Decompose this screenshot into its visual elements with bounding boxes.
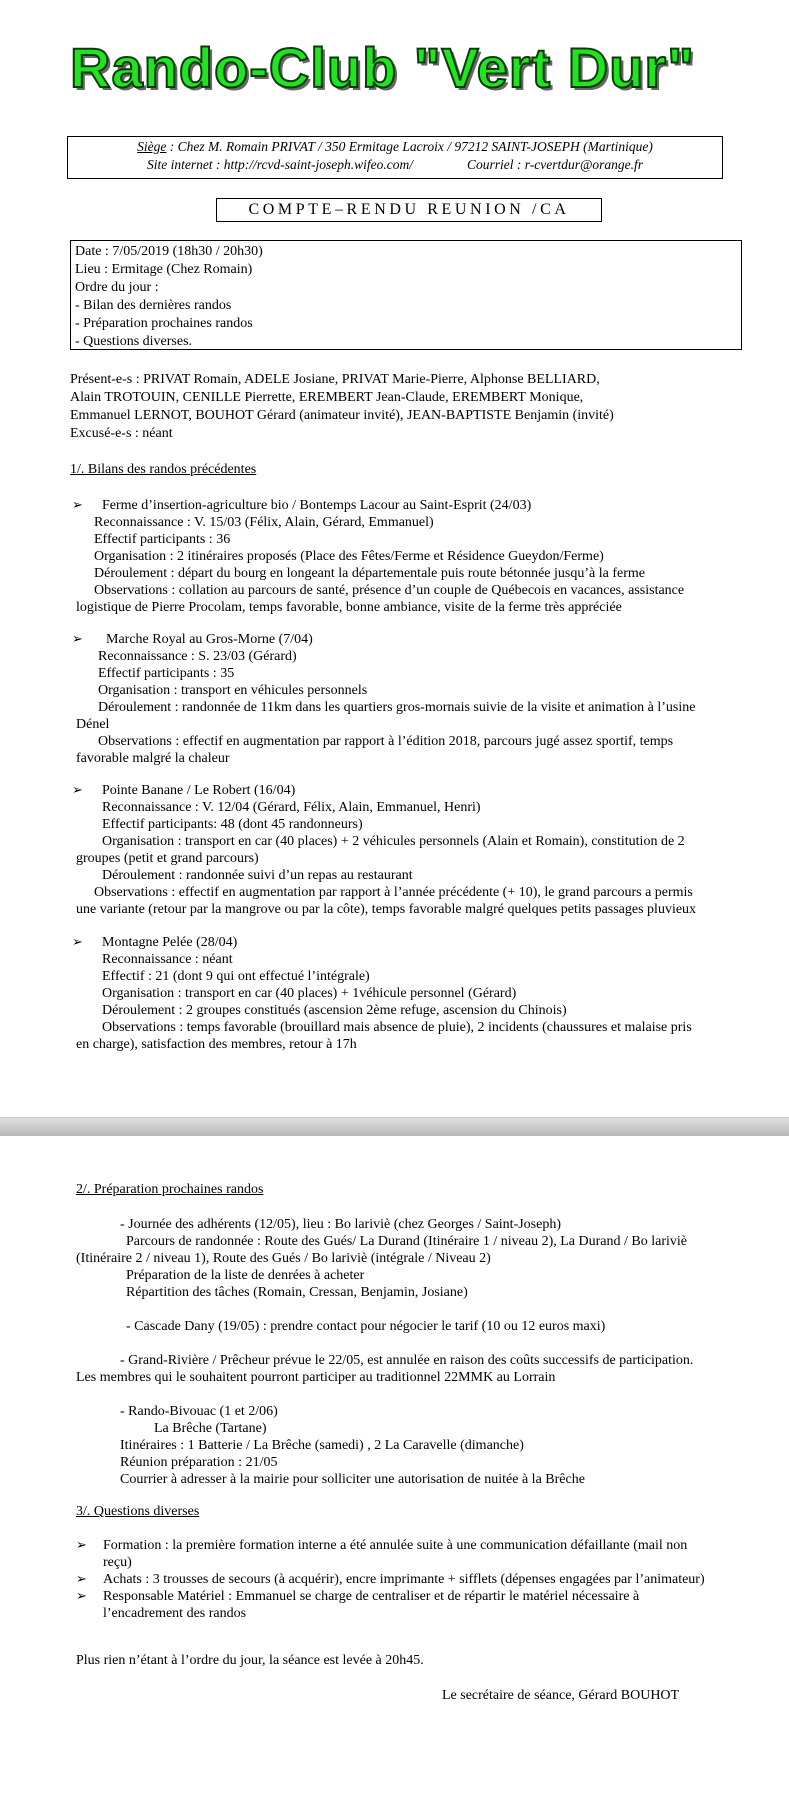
meeting-ordre: Ordre du jour :: [75, 280, 159, 295]
address-box: [67, 136, 723, 179]
presents-line: Alain TROTOUIN, CENILLE Pierrette, EREMBERT Jean-Claude, EREMBERT Monique,: [70, 390, 584, 405]
meeting-info-box: [70, 240, 742, 350]
question-line: reçu): [103, 1555, 132, 1570]
rando-detail: Déroulement : randonnée suivi d’un repas au restaurant: [102, 868, 413, 883]
rando-title: Ferme d’insertion-agriculture bio / Bontemps Lacour au Saint-Esprit (24/03): [102, 498, 532, 513]
report-title: COMPTE–RENDU REUNION /CA: [216, 198, 602, 222]
rando-detail: Observations : effectif en augmentation par rapport à l’année précédente (+ 10), le grand parcours a permis: [94, 885, 693, 900]
bullet-icon: ➢: [76, 1571, 87, 1586]
meeting-lieu: Lieu : Ermitage (Chez Romain): [75, 262, 253, 277]
rando-detail: favorable malgré la chaleur: [76, 751, 230, 766]
question-line: Formation : la première formation interne a été annulée suite à une communication défaillante (mail non: [103, 1538, 688, 1553]
rando-detail: Organisation : transport en car (40 places) + 2 véhicules personnels (Alain et Romain), constitution de 2: [102, 834, 685, 849]
prep-line: Répartition des tâches (Romain, Cressan, Benjamin, Josiane): [126, 1285, 468, 1300]
prep-line: La Brêche (Tartane): [154, 1421, 267, 1436]
site-text: Site internet : http://rcvd-saint-joseph.wifeo.com/: [146, 157, 414, 172]
question-line: Achats : 3 trousses de secours (à acquérir), encre imprimante + sifflets (dépenses engagées par l’animateur): [103, 1572, 705, 1587]
rando-detail: Organisation : transport en car (40 places) + 1véhicule personnel (Gérard): [102, 986, 517, 1001]
prep-line: (Itinéraire 2 / niveau 1), Route des Gués / Bo lariviè (intégrale / Niveau 2): [76, 1251, 491, 1266]
excuses-line: Excusé-e-s : néant: [70, 426, 173, 441]
bullet-icon: ➢: [72, 782, 83, 797]
bullet-icon: ➢: [76, 1537, 87, 1552]
contact-line: [68, 156, 722, 174]
agenda-item: - Questions diverses.: [75, 334, 193, 349]
prep-line: - Grand-Rivière / Prêcheur prévue le 22/05, est annulée en raison des coûts successifs de participation.: [120, 1353, 694, 1368]
rando-title: Montagne Pelée (28/04): [102, 935, 238, 950]
question-line: Responsable Matériel : Emmanuel se charge de centraliser et de répartir le matériel nécessaire à: [103, 1589, 640, 1604]
meeting-date: Date : 7/05/2019 (18h30 / 20h30): [75, 244, 263, 259]
siege-line: [68, 138, 722, 156]
prep-line: Itinéraires : 1 Batterie / La Brêche (samedi) , 2 La Caravelle (dimanche): [120, 1438, 524, 1453]
rando-detail: groupes (petit et grand parcours): [76, 851, 259, 866]
rando-detail: Effectif : 21 (dont 9 qui ont effectué l’intégrale): [102, 969, 370, 984]
rando-detail: Déroulement : randonnée de 11km dans les quartiers gros-mornais suivie de la visite et animation à l’usine: [98, 700, 696, 715]
rando-title: Pointe Banane / Le Robert (16/04): [102, 783, 296, 798]
rando-detail: Observations : effectif en augmentation par rapport à l’édition 2018, parcours jugé assez sportif, temps: [98, 734, 674, 749]
siege-text: : Chez M. Romain PRIVAT / 350 Ermitage Lacroix / 97212 SAINT-JOSEPH (Martinique): [166, 139, 653, 154]
section2-title: 2/. Préparation prochaines randos: [76, 1182, 264, 1197]
rando-title: Marche Royal au Gros-Morne (7/04): [106, 632, 313, 647]
rando-detail: Organisation : 2 itinéraires proposés (Place des Fêtes/Ferme et Résidence Gueydon/Ferme): [94, 549, 604, 564]
prep-line: - Cascade Dany (19/05) : prendre contact pour négocier le tarif (10 ou 12 euros maxi): [126, 1319, 606, 1334]
signature: Le secrétaire de séance, Gérard BOUHOT: [442, 1688, 680, 1703]
closing-text: Plus rien n’étant à l’ordre du jour, la séance est levée à 20h45.: [76, 1653, 424, 1668]
siege-label: Siège: [137, 139, 167, 154]
rando-detail: Effectif participants: 48 (dont 45 randonneurs): [102, 817, 363, 832]
prep-line: Les membres qui le souhaitent pourront participer au traditionnel 22MMK au Lorrain: [76, 1370, 556, 1385]
rando-detail: Effectif participants : 35: [98, 666, 235, 681]
bullet-icon: ➢: [76, 1588, 87, 1603]
prep-line: Réunion préparation : 21/05: [120, 1455, 278, 1470]
prep-line: - Rando-Bivouac (1 et 2/06): [120, 1404, 278, 1419]
rando-detail: une variante (retour par la mangrove ou par la côte), temps favorable malgré quelques petits passages pluvieux: [76, 902, 697, 917]
rando-detail: Déroulement : 2 groupes constitués (ascension 2ème refuge, ascension du Chinois): [102, 1003, 567, 1018]
prep-line: Courrier à adresser à la mairie pour solliciter une autorisation de nuitée à la Brêche: [120, 1472, 585, 1487]
agenda-item: - Préparation prochaines randos: [75, 316, 253, 331]
rando-detail: Reconnaissance : néant: [102, 952, 233, 967]
page-break: [0, 1117, 789, 1136]
presents-line: Présent-e-s : PRIVAT Romain, ADELE Josiane, PRIVAT Marie-Pierre, Alphonse BELLIARD,: [70, 372, 600, 387]
rando-detail: Observations : collation au parcours de santé, présence d’un couple de Québecois en vacances, assistance: [94, 583, 685, 598]
rando-detail: Reconnaissance : V. 15/03 (Félix, Alain, Gérard, Emmanuel): [94, 515, 434, 530]
section1-title: 1/. Bilans des randos précédentes: [70, 462, 257, 477]
section3-title: 3/. Questions diverses: [76, 1504, 200, 1519]
rando-detail: Effectif participants : 36: [94, 532, 231, 547]
rando-detail: en charge), satisfaction des membres, retour à 17h: [76, 1037, 357, 1052]
rando-detail: Reconnaissance : S. 23/03 (Gérard): [98, 649, 297, 664]
club-title: Rando-Club "Vert Dur": [70, 36, 695, 99]
rando-detail: logistique de Pierre Procolam, temps favorable, bonne ambiance, visite de la ferme très appréciée: [76, 600, 622, 615]
prep-line: Parcours de randonnée : Route des Gués/ La Durand (Itinéraire 1 / niveau 2), La Durand / Bo lariviè: [126, 1234, 687, 1249]
bullet-icon: ➢: [72, 934, 83, 949]
rando-detail: Reconnaissance : V. 12/04 (Gérard, Félix, Alain, Emmanuel, Henri): [102, 800, 481, 815]
prep-line: - Journée des adhérents (12/05), lieu : Bo lariviè (chez Georges / Saint-Joseph): [120, 1217, 561, 1232]
question-line: l’encadrement des randos: [103, 1606, 247, 1621]
bullet-icon: ➢: [72, 497, 83, 512]
rando-detail: Dénel: [76, 717, 110, 732]
agenda-item: - Bilan des dernières randos: [75, 298, 232, 313]
rando-detail: Déroulement : départ du bourg en longeant la départementale puis route bétonnée jusqu’à la ferme: [94, 566, 645, 581]
bullet-icon: ➢: [72, 631, 83, 646]
courriel-text: Courriel : r-cvertdur@orange.fr: [467, 157, 644, 172]
prep-line: Préparation de la liste de denrées à acheter: [126, 1268, 365, 1283]
presents-line: Emmanuel LERNOT, BOUHOT Gérard (animateur invité), JEAN-BAPTISTE Benjamin (invité): [70, 408, 614, 423]
rando-detail: Organisation : transport en véhicules personnels: [98, 683, 368, 698]
rando-detail: Observations : temps favorable (brouillard mais absence de pluie), 2 incidents (chaussures et malaise pris: [102, 1020, 692, 1035]
